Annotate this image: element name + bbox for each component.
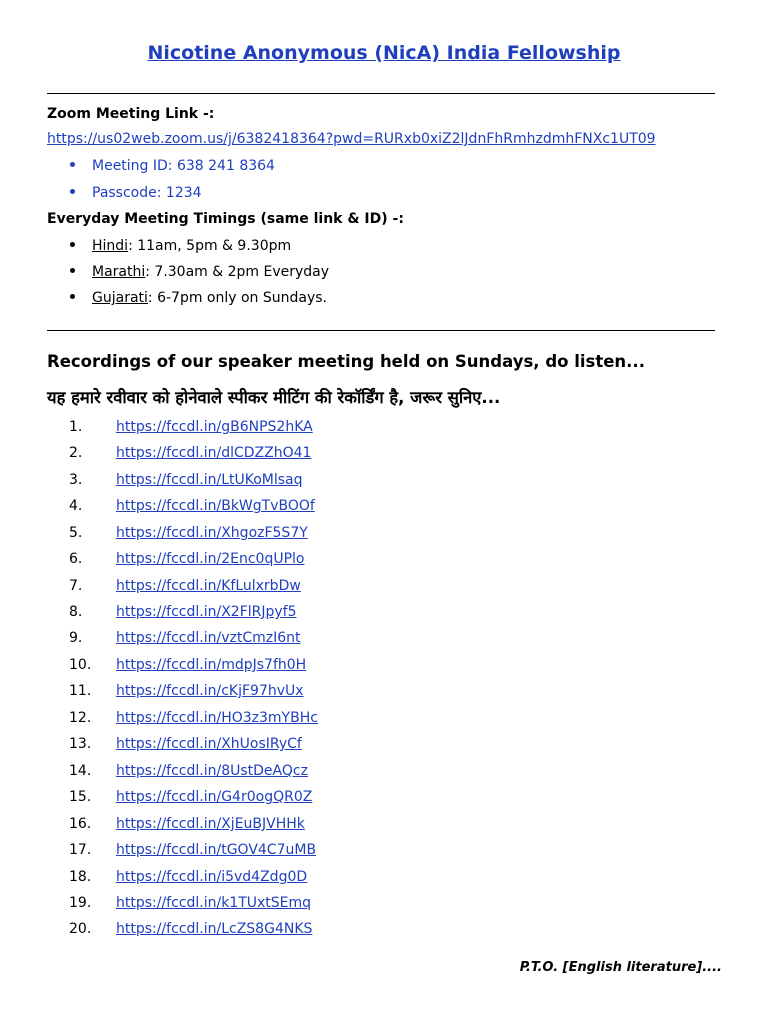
zoom-label: Zoom Meeting Link -: <box>47 106 215 122</box>
list-item <box>0 419 768 443</box>
recordings-heading-hindi: यह हमारे रवीवार को होनेवाले स्पीकर मीटिंग की रेकॉर्डिंग है, जरूर सुनिए... <box>47 388 501 407</box>
recording-link[interactable]: https://fccdl.in/vztCmzI6nt <box>116 630 301 646</box>
list-item <box>0 683 768 707</box>
recording-link[interactable]: https://fccdl.in/cKjF97hvUx <box>116 683 304 699</box>
list-item <box>0 842 768 866</box>
recording-link[interactable]: https://fccdl.in/8UstDeAQcz <box>116 763 308 779</box>
list-item <box>0 472 768 496</box>
item-number: 14. <box>69 763 92 779</box>
list-item <box>0 525 768 549</box>
divider-middle <box>47 330 715 331</box>
item-number: 2. <box>69 445 83 461</box>
bullet-icon <box>70 242 75 247</box>
timing-detail: : 11am, 5pm & 9.30pm <box>128 238 292 254</box>
recording-link[interactable]: https://fccdl.in/G4r0ogQR0Z <box>116 789 313 805</box>
recording-link[interactable]: https://fccdl.in/LcZS8G4NKS <box>116 921 313 937</box>
item-number: 7. <box>69 578 83 594</box>
recording-link[interactable]: https://fccdl.in/2Enc0qUPlo <box>116 551 305 567</box>
timing-detail: : 6-7pm only on Sundays. <box>147 290 327 306</box>
item-number: 1. <box>69 419 83 435</box>
recording-link[interactable]: https://fccdl.in/XjEuBJVHHk <box>116 816 305 832</box>
recording-link[interactable]: https://fccdl.in/LtUKoMlsaq <box>116 472 303 488</box>
list-item <box>0 895 768 919</box>
list-item <box>0 551 768 575</box>
list-item <box>0 657 768 681</box>
timing-language: Gujarati <box>92 290 148 306</box>
timing-item-hindi <box>70 238 291 254</box>
list-item <box>0 869 768 893</box>
list-item <box>0 498 768 522</box>
pto-note: P.T.O. [English literature].... <box>519 960 722 975</box>
list-item <box>0 921 768 945</box>
item-number: 18. <box>69 869 92 885</box>
item-number: 16. <box>69 816 92 832</box>
item-number: 13. <box>69 736 92 752</box>
page-title: Nicotine Anonymous (NicA) India Fellowship <box>147 42 621 64</box>
item-number: 20. <box>69 921 92 937</box>
passcode-text: Passcode: 1234 <box>92 185 202 201</box>
list-item <box>0 710 768 734</box>
timing-language: Marathi <box>92 264 146 280</box>
timings-label: Everyday Meeting Timings (same link & ID) -: <box>47 211 404 227</box>
item-number: 11. <box>69 683 92 699</box>
recording-link[interactable]: https://fccdl.in/X2FlRJpyf5 <box>116 604 297 620</box>
passcode-item <box>70 185 202 201</box>
recording-link[interactable]: https://fccdl.in/dlCDZZhO41 <box>116 445 312 461</box>
timing-item-marathi <box>70 264 329 280</box>
item-number: 8. <box>69 604 83 620</box>
item-number: 10. <box>69 657 92 673</box>
bullet-icon <box>70 294 75 299</box>
bullet-icon <box>70 189 75 194</box>
zoom-meeting-link[interactable]: https://us02web.zoom.us/j/6382418364?pwd=RURxb0xiZ2lJdnFhRmhzdmhFNXc1UT09 <box>47 131 656 147</box>
item-number: 15. <box>69 789 92 805</box>
recording-link[interactable]: https://fccdl.in/XhUosIRyCf <box>116 736 302 752</box>
list-item <box>0 816 768 840</box>
timing-language: Hindi <box>92 238 129 254</box>
list-item <box>0 604 768 628</box>
recording-link[interactable]: https://fccdl.in/i5vd4Zdg0D <box>116 869 308 885</box>
list-item <box>0 736 768 760</box>
list-item <box>0 445 768 469</box>
recording-link[interactable]: https://fccdl.in/XhgozF5S7Y <box>116 525 308 541</box>
recording-link[interactable]: https://fccdl.in/tGOV4C7uMB <box>116 842 317 858</box>
list-item <box>0 578 768 602</box>
recording-link[interactable]: https://fccdl.in/HO3z3mYBHc <box>116 710 318 726</box>
item-number: 6. <box>69 551 83 567</box>
bullet-icon <box>70 268 75 273</box>
recording-link[interactable]: https://fccdl.in/mdpJs7fh0H <box>116 657 307 673</box>
divider-top <box>47 93 715 94</box>
item-number: 5. <box>69 525 83 541</box>
bullet-icon <box>70 162 75 167</box>
item-number: 17. <box>69 842 92 858</box>
recording-link[interactable]: https://fccdl.in/k1TUxtSEmq <box>116 895 312 911</box>
timing-item-gujarati <box>70 290 327 306</box>
timing-detail: : 7.30am & 2pm Everyday <box>145 264 330 280</box>
item-number: 19. <box>69 895 92 911</box>
recording-link[interactable]: https://fccdl.in/BkWgTvBOOf <box>116 498 315 514</box>
item-number: 9. <box>69 630 83 646</box>
item-number: 3. <box>69 472 83 488</box>
list-item <box>0 630 768 654</box>
item-number: 4. <box>69 498 83 514</box>
meeting-id-item <box>70 158 275 174</box>
item-number: 12. <box>69 710 92 726</box>
recording-link[interactable]: https://fccdl.in/gB6NPS2hKA <box>116 419 313 435</box>
meeting-id-text: Meeting ID: 638 241 8364 <box>92 158 275 174</box>
recording-link[interactable]: https://fccdl.in/KfLulxrbDw <box>116 578 301 594</box>
list-item <box>0 763 768 787</box>
list-item <box>0 789 768 813</box>
recordings-heading-english: Recordings of our speaker meeting held on Sundays, do listen... <box>47 352 645 371</box>
